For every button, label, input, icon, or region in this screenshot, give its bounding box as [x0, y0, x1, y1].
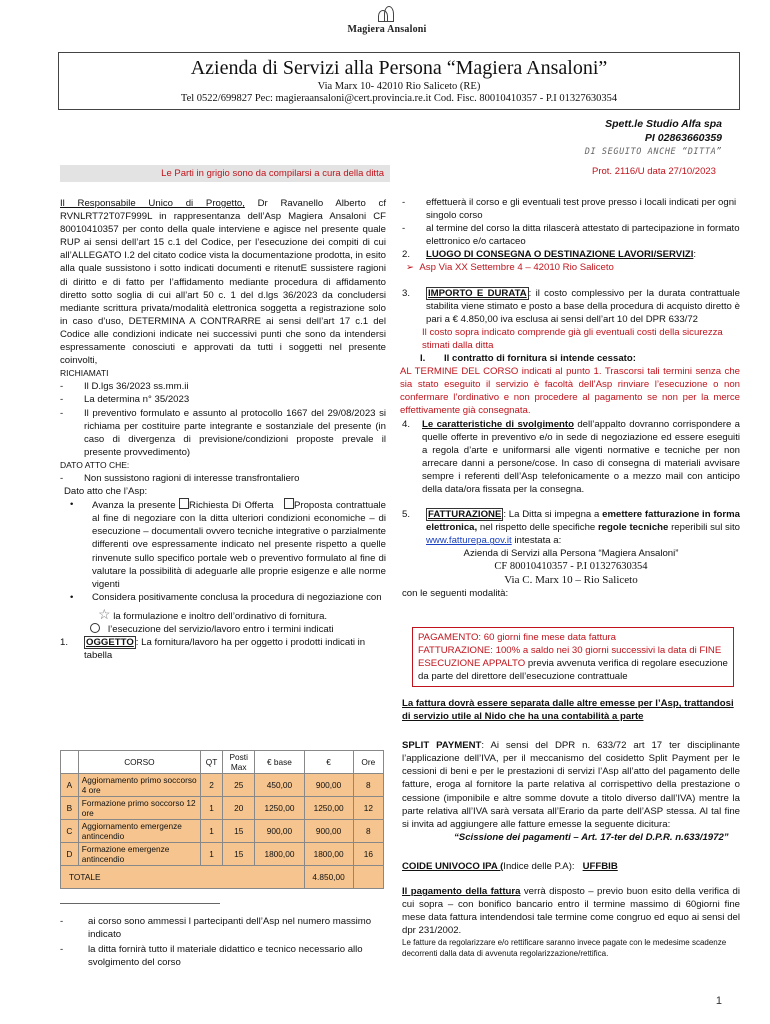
split-payment-quote: “Scissione dei pagamenti – Art. 17-ter del D.P.R. n.633/1972” [454, 831, 729, 843]
table-header-row [61, 751, 384, 774]
rup-label: Il Responsabile Unico di Progetto, [60, 198, 245, 209]
table-row: A Aggiornamento primo soccorso 4 ore 2 25 450,00 900,00 8 [61, 774, 384, 797]
list-item: • Considera positivamente conclusa la procedura di negoziazione con [70, 591, 382, 603]
option-ordinativo: ☆ la formulazione e inoltro dell’ordinativo di fornitura. [98, 605, 328, 622]
oggetto-section: 1. OGGETTO : La fornitura/lavoro ha per oggetto i prodotti indicati in tabella [60, 637, 366, 662]
caratteristiche-label: Le caratteristiche di svolgimento [422, 418, 574, 430]
logo [332, 4, 442, 35]
list-item: - al termine del corso la ditta rilascerà attestato di partecipazione in formato elettronico e/o cartaceo [402, 223, 740, 248]
star-marker-icon: ☆ [98, 605, 111, 622]
payment-box: PAGAMENTO: 60 giorni fine mese data fattura FATTURAZIONE: 100% a saldo nei 30 giorni successivi la data di FINE ESECUZIONE APPALTO previa avvenuta verifica di regolare esecuzione da parte del direttore dell’esecuzione contrattuale [412, 627, 734, 687]
protocol-number: Prot. 2116/U data 27/10/2023 [592, 166, 716, 177]
grey-fill-note [60, 165, 390, 182]
divider [60, 903, 220, 904]
invoice-recipient: Azienda di Servizi alla Persona “Magiera Ansaloni” CF 80010410357 - P.I 01327630354 Via C. Marx 10 – Rio Saliceto [463, 548, 679, 586]
organization-address: Via Marx 10- 42010 Rio Saliceto (RE) [317, 81, 481, 92]
oggetto-label: OGGETTO [86, 637, 134, 649]
table-row: D Formazione emergenze antincendio 1 15 1800,00 1800,00 16 [61, 843, 384, 866]
intro-paragraph [60, 197, 386, 367]
list-item: - Il D.lgs 36/2023 ss.mm.ii [60, 381, 189, 393]
table-row: B Formazione primo soccorso 12 ore 1 20 1250,00 1250,00 12 [61, 797, 384, 820]
fatturepa-link[interactable]: www.fatturepa.gov.it [426, 535, 512, 547]
arrow-icon: ➢ [406, 262, 415, 274]
list-item: - La determina n° 35/2023 [60, 394, 190, 406]
dato-atto-heading: DATO ATTO CHE: [60, 459, 130, 470]
esecuzione-radio[interactable] [90, 623, 100, 633]
section-luogo: 2. LUOGO DI CONSEGNA O DESTINAZIONE LAVORI/SERVIZI: [402, 249, 697, 261]
right-column [402, 196, 740, 600]
list-item: • Avanza la presente Richiesta Di Offerta Proposta contrattuale al fine di negoziare con la ditta ulteriori condizioni economiche – di esecuzione – documentali ovvero tecniche integrative o parzialmente differenti ove espressamente indicato nel presente rispetto a quelle rinvenute sullo specifico portale web o preventivo formulato al fine di valutare la possibilità di adeguarle alle proprie esigenze e alle norme vigenti [70, 499, 386, 590]
contract-ceased: I. Il contratto di fornitura si intende cessato: [420, 353, 636, 365]
section-caratteristiche: 4. Le caratteristiche di svolgimento dell’appalto dovranno corrispondere a quelle offerte in preventivo e/o in sede di negoziazione ed essere eseguiti a regola d’arte e uniformarsi alle vigenti normative e tecniche per non arrecare danni a persone/cose. In caso di consegna di materiali avvisare sempre i referenti dell’Asp telefonicamente o a mezzo mail con anticipo della data/ora fissata per la consegna. [402, 418, 740, 495]
recipient-alias: DI SEGUITO ANCHE “DITTA” [584, 147, 722, 157]
page-number: 1 [715, 995, 722, 1007]
table-total-row: TOTALE 4.850,00 [61, 866, 384, 889]
logo-text: Magiera Ansaloni [347, 24, 427, 35]
payment-paragraph: Il pagamento della fattura verrà disposto – previo buon esito della verifica di cui sopra – con bonifico bancario entro il termine massimo di 60giorni fine mese data fattura intendendosi tale termine come congruo ed equo ai sensi del dpr 231/2002. [402, 886, 740, 937]
organization-contacts: Tel 0522/699827 Pec: magieraansaloni@cert.provincia.re.it Cod. Fisc. 80010410357 - P.I 01327630354 [180, 93, 618, 104]
list-item: - effettuerà il corso e gli eventuali test prove presso i locali indicati per ogni singolo corso [402, 197, 737, 222]
modalita-label: con le seguenti modalità: [402, 587, 509, 599]
after-table-list [60, 915, 386, 969]
proposta-checkbox[interactable] [284, 498, 294, 509]
recipient-vat: PI 02863660359 [644, 132, 722, 144]
col-header-corso: CORSO [78, 751, 200, 774]
list-item: - Il preventivo formulato e assunto al protocollo 1667 del 29/08/2023 si richiama per costituire parte integrante e sostanziale del presente (in caso di divergenza di previsione/condizioni proposte prevale il presente provvedimento) [60, 407, 386, 458]
grey-fill-note-text: Le Parti in grigio sono da compilarsi a cura della ditta [161, 168, 384, 179]
logo-mark-icon [376, 4, 398, 24]
col-header-base: € base [255, 751, 304, 774]
importo-label: IMPORTO E DURATA [428, 287, 527, 299]
richiesta-offerta-checkbox[interactable] [179, 498, 189, 509]
recipient-name: Spett.le Studio Alfa spa [605, 118, 722, 130]
letterhead-box [58, 52, 740, 110]
col-header-posti: Posti Max [223, 751, 255, 774]
list-item: - la ditta fornirà tutto il materiale didattico e tecnico necessario allo svolgimento del corso [60, 944, 363, 969]
col-header-qt: QT [201, 751, 223, 774]
termination-paragraph: AL TERMINE DEL CORSO indicati al punto 1. Trascorsi tali termini senza che sia stato eseguito il servizio è facoltà dell’Asp rinviare l’esecuzione o non confermare l’ordinativo e non procedere al pagamento se non per la merce effettivamente già consegnata. [400, 366, 740, 417]
fatturazione-label: FATTURAZIONE [428, 509, 502, 521]
list-item: - ai corso sono ammessi l partecipanti dell’Asp nel numero massimo indicato [60, 916, 372, 941]
richiamati-heading: RICHIAMATI [60, 368, 109, 379]
intro-text: Dr Ravanello Alberto cf RVNLRT72T07F999L in rappresentanza dell’Asp Magiera Ansaloni CF 80010410357 per conto della quale interviene e agisce nel presente quale RUP ai sensi dell’art 15 c.1 del Codice, per l’esecuzione dei compiti di cui all’ALLEGATO I.2 del citato codice vista la documentazione prodotta, in esito alla quale sussistono i sotto indicati documenti e ritenutE sussistere ragioni di diritto e di fatto per l’affidamento mediante procedura di affidamento diretto sotto soglia di cui all’art 50 c. 1 del d.lgs 36/2023 da concludersi mediante scrittura privata/modalità elettronica soggetta a registrazione solo in caso d’uso, DETERMINA A CONTRARRE ai sensi dell’art 17 c.1 del Codice alle condizioni indicate nei successivi punti che sono da intendersi espressamente conosciuti e approvati da tutti i soggetti nel presente coinvolti, [60, 198, 386, 367]
option-esecuzione: l’esecuzione del servizio/lavoro entro i termini indicati [60, 623, 386, 636]
footnote: Le fatture da regolarizzare e/o rettificare saranno invece pagate con le medesime scadenze decorrenti dalla data di avvenuta regolarizzazione/rettifica. [402, 938, 727, 959]
section-importo: 3. IMPORTO E DURATA : il costo complessivo per la durata contrattuale stabilita viene stimato e posto a base della procedura di acquisto diretto è pari a € 4.850,00 iva esclusa ai sensi dell’art 10 del DPR 633/72 [402, 287, 740, 325]
col-header-ore: Ore [353, 751, 383, 774]
section-fatturazione: 5. FATTURAZIONE : La Ditta si impegna a emettere fatturazione in forma elettronica, nel rispetto delle specifiche regole tecniche reperibili sul sito www.fatturepa.gov.it intestata a: [402, 509, 740, 547]
separate-invoice-note: La fattura dovrà essere separata dalle altre emesse per l’Asp, trattandosi di servizio utile al Nido che ha una contabilità a parte [402, 698, 734, 723]
table-row: C Aggiornamento emergenze antincendio 1 15 900,00 900,00 8 [61, 820, 384, 843]
courses-table [60, 750, 384, 889]
left-column [60, 197, 386, 662]
sicurezza-note: Il costo sopra indicato comprende già gli eventuali costi della sicurezza stimati dalla ditta [422, 326, 723, 351]
fatturazione-term: FATTURAZIONE: 100% a saldo nei 30 giorni successivi la data di FINE ESECUZIONE APPALTO [418, 645, 722, 669]
list-item: - Non sussistono ragioni di interesse transfrontaliero [60, 472, 300, 484]
pagamento-term: PAGAMENTO: 60 giorni fine mese data fattura [418, 632, 617, 643]
recipient-block [585, 117, 722, 159]
split-payment-paragraph: SPLIT PAYMENT: Ai sensi del DPR n. 633/72 art 17 ter disciplinante l’applicazione dell’IVA, per il meccanismo del cosidetto Split Payment per le cessioni di beni e per le prestazioni di servizi l’Asp all’atto del pagamento delle fatture, eroga al fornitore la parte relativa al corrispettivo della prestazione o cessione (imponibile e altre somme dovute a titolo diverso dall’IVA) mentre la parte relativa all’IVA sarà versata all’Erario da parte dell’ASP stessa. Al tal fine si invita ad aggiungere alle fatture emesse la seguente dicitura: [402, 740, 740, 830]
organization-title: Azienda di Servizi alla Persona “Magiera Ansaloni” [190, 57, 608, 79]
dato-atto-asp: Dato atto che l’Asp: [64, 486, 148, 498]
luogo-label: LUOGO DI CONSEGNA O DESTINAZIONE LAVORI/SERVIZI [426, 249, 694, 261]
ipa-code: UFFBIB [582, 860, 618, 872]
right-column-lower [402, 697, 740, 959]
col-header-euro: € [304, 751, 353, 774]
delivery-place: ➢ Asp Via XX Settembre 4 – 42010 Rio Saliceto [406, 262, 614, 274]
ipa-code-line: COIDE UNIVOCO IPA (Indice delle P.A): UFFBIB [402, 860, 618, 872]
